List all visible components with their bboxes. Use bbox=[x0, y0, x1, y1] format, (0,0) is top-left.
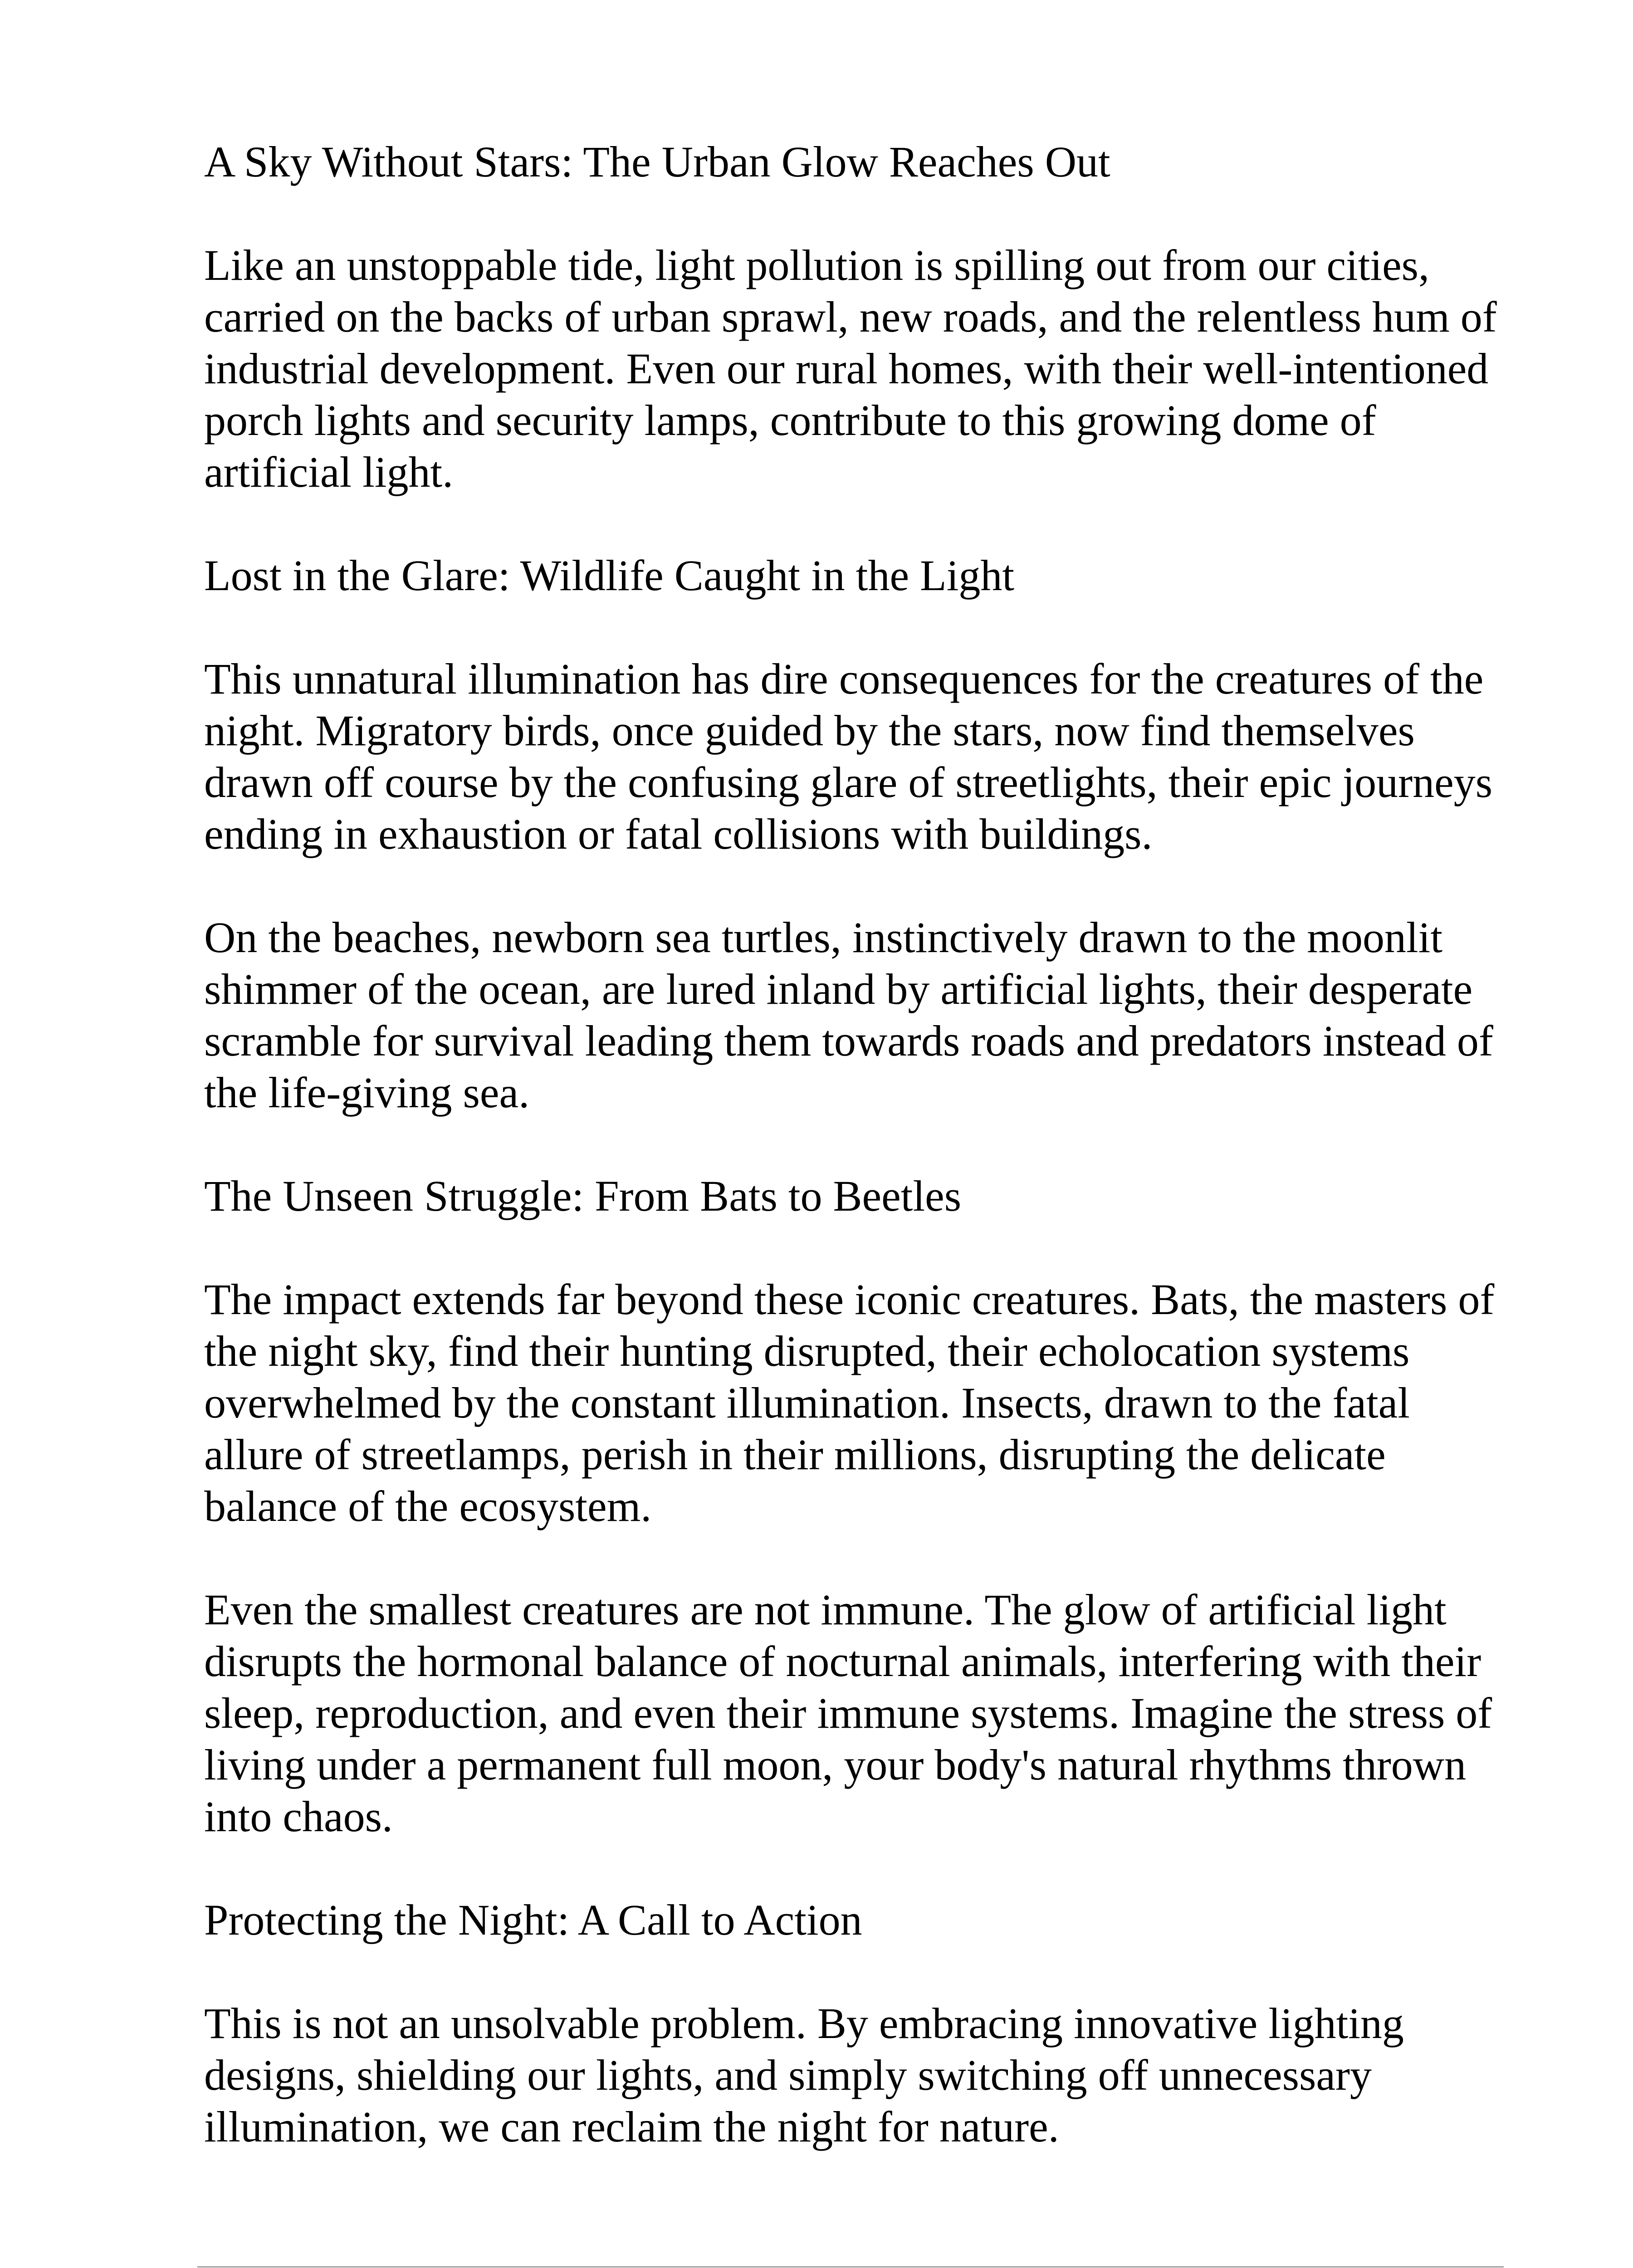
section-heading: Lost in the Glare: Wildlife Caught in the Light bbox=[204, 551, 1015, 600]
body-paragraph: Even the smallest creatures are not immune. The glow of artificial light disrupts the hormonal balance of nocturnal animals, interfering with their sleep, reproduction, and even their immune systems. Imagine the stress of living under a permanent full moon, your body's natural rhythms thrown into chaos. bbox=[204, 1585, 1492, 1841]
body-paragraph: The impact extends far beyond these iconic creatures. Bats, the masters of the night sky, find their hunting disrupted, their echolocation systems overwhelmed by the constant illumination. Insects, drawn to the fatal allure of streetlamps, perish in their millions, disrupting the delicate balance of the ecosystem. bbox=[204, 1275, 1495, 1530]
footer-divider bbox=[197, 2266, 1504, 2268]
section-heading: A Sky Without Stars: The Urban Glow Reaches Out bbox=[204, 137, 1110, 186]
body-paragraph: On the beaches, newborn sea turtles, instinctively drawn to the moonlit shimmer of the ocean, are lured inland by artificial lights, their desperate scramble for survival leading them towards roads and predators instead of the life-giving sea. bbox=[204, 913, 1493, 1117]
section-heading: The Unseen Struggle: From Bats to Beetles bbox=[204, 1172, 962, 1220]
body-paragraph: This unnatural illumination has dire consequences for the creatures of the night. Migratory birds, once guided by the stars, now find themselves drawn off course by the confusing glare of streetlights, their epic journeys ending in exhaustion or fatal collisions with buildings. bbox=[204, 655, 1493, 858]
page-body bbox=[204, 136, 1501, 2153]
section-heading: Protecting the Night: A Call to Action bbox=[204, 1896, 862, 1944]
body-paragraph: Like an unstoppable tide, light pollution is spilling out from our cities, carried on the backs of urban sprawl, new roads, and the relentless hum of industrial development. Even our rural homes, with their well-intentioned porch lights and security lamps, contribute to this growing dome of artificial light. bbox=[204, 241, 1497, 496]
body-paragraph: This is not an unsolvable problem. By embracing innovative lighting designs, shielding our lights, and simply switching off unnecessary illumination, we can reclaim the night for nature. bbox=[204, 1999, 1404, 2151]
